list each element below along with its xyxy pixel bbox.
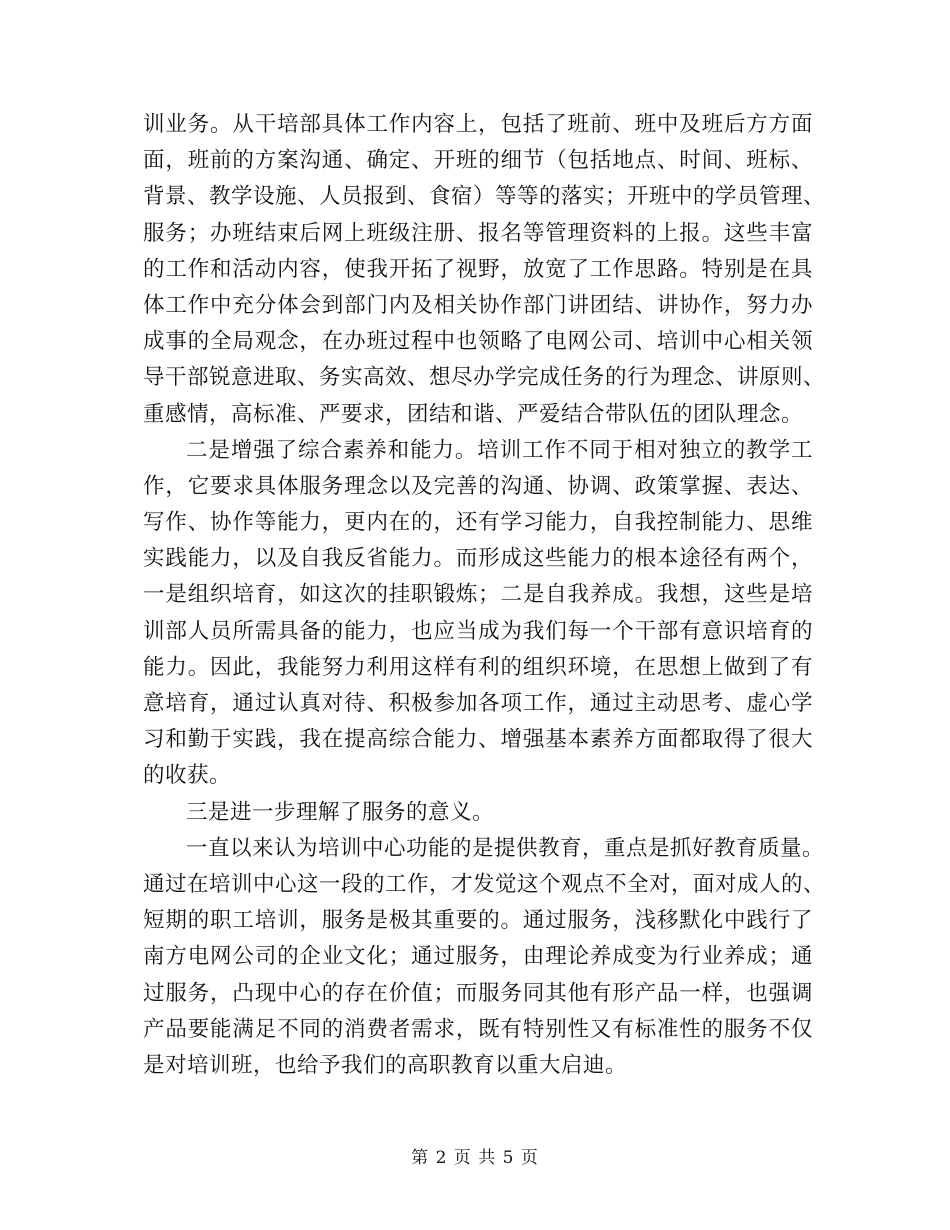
- text-line: 过服务，凸现中心的存在价值；而服务同其他有形产品一样，也强调: [143, 980, 813, 1006]
- text-line: 的收获。: [143, 763, 232, 789]
- text-line: 三是进一步理解了服务的意义。: [186, 799, 495, 825]
- text-line: 作，它要求具体服务理念以及完善的沟通、协调、政策掌握、表达、: [143, 473, 813, 499]
- paragraph-3: [143, 795, 813, 831]
- text-line: 导干部锐意进取、务实高效、想尽办学完成任务的行为理念、讲原则、: [143, 365, 826, 391]
- text-line: 能力。因此，我能努力利用这样有利的组织环境，在思想上做到了有: [143, 654, 813, 680]
- text-line: 成事的全局观念，在办班过程中也领略了电网公司、培训中心相关领: [143, 329, 813, 355]
- text-line: 重感情，高标准、严要求，团结和谐、严爱结合带队伍的团队理念。: [143, 401, 804, 427]
- text-line: 习和勤于实践，我在提高综合能力、增强基本素养方面都取得了很大: [143, 727, 813, 753]
- text-line: 通过在培训中心这一段的工作，才发觉这个观点不全对，面对成人的、: [143, 871, 826, 897]
- text-line: 体工作中充分体会到部门内及相关协作部门讲团结、讲协作，努力办: [143, 292, 813, 318]
- text-line: 写作、协作等能力，更内在的，还有学习能力，自我控制能力、思维: [143, 510, 813, 536]
- text-line: 面，班前的方案沟通、确定、开班的细节（包括地点、时间、班标、: [143, 148, 813, 174]
- text-line: 背景、教学设施、人员报到、食宿）等等的落实；开班中的学员管理、: [143, 184, 826, 210]
- text-line: 意培育，通过认真对待、积极参加各项工作，通过主动思考、虚心学: [143, 691, 813, 716]
- text-line: 一直以来认为培训中心功能的是提供教育，重点是抓好教育质量。: [186, 835, 825, 861]
- text-line: 一是组织培育，如这次的挂职锻炼；二是自我养成。我想，这些是培: [143, 582, 813, 608]
- text-line: 训业务。从干培部具体工作内容上，包括了班前、班中及班后方方面: [143, 112, 813, 137]
- text-line: 南方电网公司的企业文化；通过服务，由理论养成变为行业养成；通: [143, 944, 813, 970]
- text-line: 实践能力，以及自我反省能力。而形成这些能力的根本途径有两个，: [143, 546, 813, 572]
- paragraph-2: [143, 433, 813, 795]
- body-text: [143, 107, 826, 1084]
- text-line: 是对培训班，也给予我们的高职教育以重大启迪。: [143, 1052, 628, 1078]
- text-line: 的工作和活动内容，使我开拓了视野，放宽了工作思路。特别是在具: [143, 256, 813, 282]
- paragraph-4: [143, 831, 826, 1084]
- paragraph-1: [143, 107, 826, 433]
- text-line: 短期的职工培训，服务是极其重要的。通过服务，浅移默化中践行了: [143, 908, 813, 934]
- text-line: 产品要能满足不同的消费者需求，既有特别性又有标准性的服务不仅: [143, 1016, 813, 1042]
- page-number-footer: 第 2 页 共 5 页: [411, 1148, 539, 1168]
- text-line: 二是增强了综合素养和能力。培训工作不同于相对独立的教学工: [186, 437, 813, 463]
- text-line: 服务；办班结束后网上班级注册、报名等管理资料的上报。这些丰富: [143, 220, 813, 246]
- text-line: 训部人员所需具备的能力，也应当成为我们每一个干部有意识培育的: [143, 618, 813, 644]
